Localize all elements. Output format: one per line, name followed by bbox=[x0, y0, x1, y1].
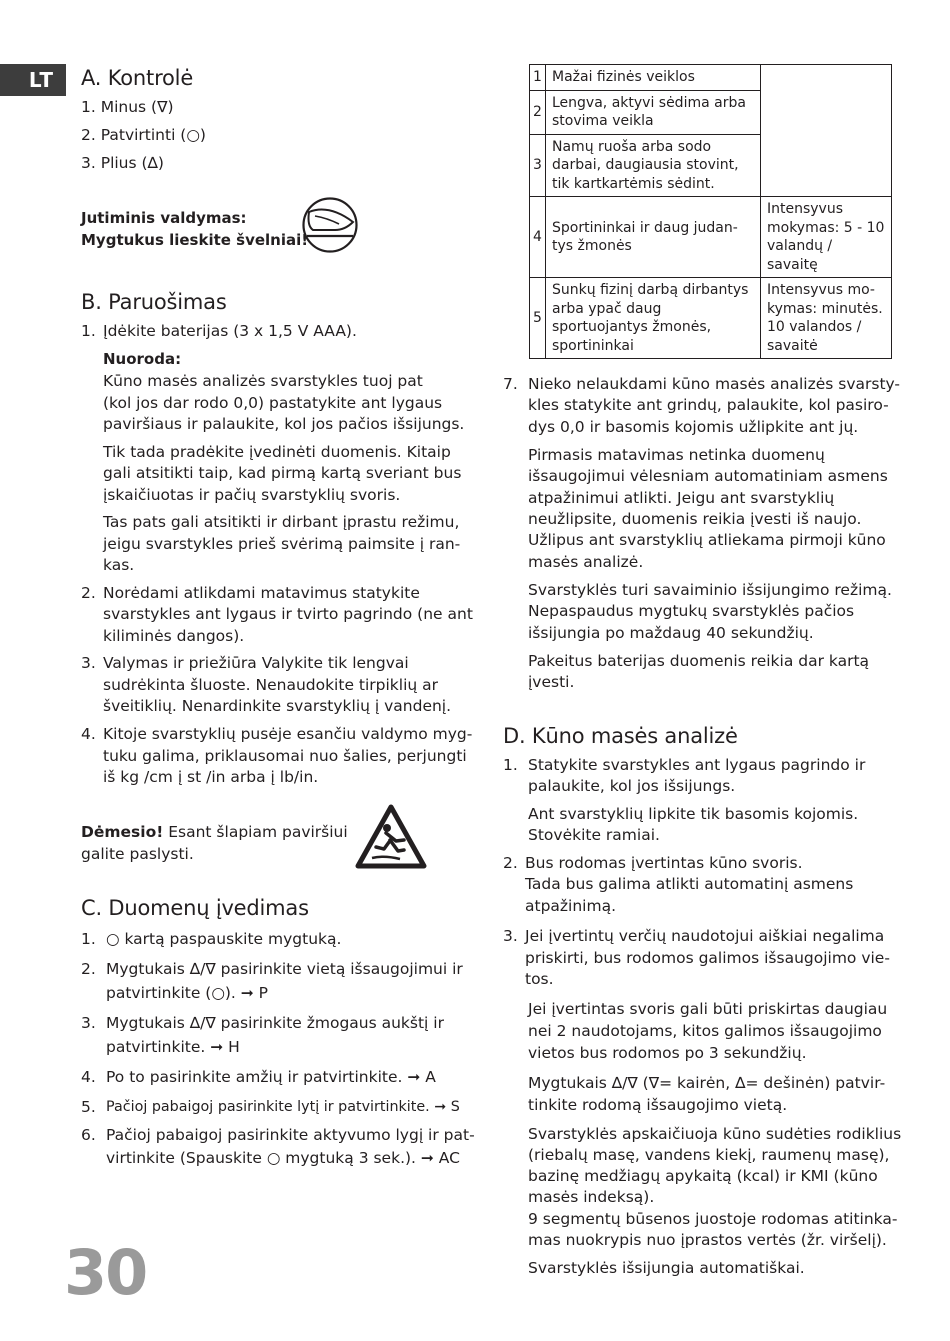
d-para-c-line: masės indeksą). bbox=[528, 1188, 655, 1206]
b-item4-line: Kitoje svarstyklių pusėje esančiu valdymo myg- bbox=[103, 725, 473, 743]
activity-level-table bbox=[529, 64, 892, 359]
d-para-a-line: vietos bus rodomos po 3 sekundžių. bbox=[528, 1044, 807, 1062]
table-row bbox=[530, 65, 892, 91]
b-item3-line: šveitiklių. Nenardinkite svarstyklių į vandenį. bbox=[103, 697, 452, 715]
c-item-num: 2. bbox=[81, 960, 96, 978]
table-row bbox=[530, 197, 892, 278]
c-item-line: Mygtukais ∆/∇ pasirinkite žmogaus aukštį ir bbox=[106, 1014, 444, 1032]
b-item2-num: 2. bbox=[81, 584, 96, 602]
d-item1b-line: Ant svarstyklių lipkite tik basomis kojomis. bbox=[528, 805, 859, 823]
section-b-title: B. Paruošimas bbox=[81, 290, 227, 314]
item7-p2-line: išsaugojimui vėlesniam automatiniam asmens bbox=[528, 467, 888, 485]
b-item2-line: Norėdami atlikdami matavimus statykite bbox=[103, 584, 420, 602]
c-item-line: patvirtinkite (○). ➞ P bbox=[106, 984, 269, 1002]
item7-p2-line: Pirmasis matavimas netinka duomenų bbox=[528, 446, 825, 464]
activity-level-number: 3 bbox=[530, 134, 546, 197]
c-item-num: 5. bbox=[81, 1098, 96, 1116]
item7-p1-line: Nieko nelaukdami kūno masės analizės svarsty- bbox=[528, 375, 901, 393]
d-item3-line: priskirti, bus rodomos galimos išsaugojimo vie- bbox=[525, 949, 890, 967]
item7-p3-line: Svarstyklės turi savaiminio išsijungimo režimą. bbox=[528, 581, 892, 599]
c-item-num: 1. bbox=[81, 930, 96, 948]
d-item3-line: tos. bbox=[525, 970, 554, 988]
d-para-a-line: Jei įvertintas svoris gali būti priskirtas daugiau bbox=[528, 1000, 888, 1018]
note-p1-line: paviršiaus ir palaukite, kol jos pačios išsijungs. bbox=[103, 415, 465, 433]
training-cell: Intensyvus mokymas: 5 - 10 valandų / savaitę bbox=[761, 197, 892, 278]
d-item2-line: Bus rodomas įvertintas kūno svoris. bbox=[525, 854, 803, 872]
item7-p2-line: atpažinimui atlikti. Jeigu ant svarstyklių bbox=[528, 489, 835, 507]
item7-p2-line: neužlipsite, duomenis reikia įvesti iš naujo. bbox=[528, 510, 862, 528]
section-a-title: A. Kontrolė bbox=[81, 66, 194, 90]
warning-label: Dėmesio! bbox=[81, 823, 164, 841]
note-p1-line: Kūno masės analizės svarstykles tuoj pat bbox=[103, 372, 423, 390]
training-cell: Intensyvus mo-kymas: minutės. 10 valandos / savaitė bbox=[761, 278, 892, 359]
activity-level-number: 4 bbox=[530, 197, 546, 278]
item7-p4-line: įvesti. bbox=[528, 673, 575, 691]
item7-p3-line: Nepaspaudus mygtukų svarstyklės pačios bbox=[528, 602, 855, 620]
b-item1-num: 1. bbox=[81, 322, 96, 340]
item7-p4-line: Pakeitus baterijas duomenis reikia dar kartą bbox=[528, 652, 870, 670]
item7-p2-line: masės analizė. bbox=[528, 553, 644, 571]
b-item4-line: iš kg /cm į st /in arba į lb/in. bbox=[103, 768, 319, 786]
note-p3-line: jeigu svarstykles prieš svėrimą paimsite į ran- bbox=[103, 535, 461, 553]
b-item3-num: 3. bbox=[81, 654, 96, 672]
c-item-line: patvirtinkite. ➞ H bbox=[106, 1038, 240, 1056]
activity-description: Sunkų fizinį darbą dirbantys arba ypač daug sportuojantys žmonės, sportininkai bbox=[546, 278, 761, 359]
control-minus: 1. Minus (∇) bbox=[81, 98, 174, 116]
activity-description: Namų ruoša arba sodo darbai, daugiausia stovint, tik kartkartėmis sėdint. bbox=[546, 134, 761, 197]
b-item4-line: tuku galima, priklausomai nuo šalies, perjungti bbox=[103, 747, 467, 765]
control-plus: 3. Plius (∆) bbox=[81, 154, 164, 172]
item7-p1-line: dys 0,0 ir basomis kojomis užlipkite ant jų. bbox=[528, 418, 859, 436]
activity-level-number: 2 bbox=[530, 90, 546, 134]
slippery-surface-warning-icon bbox=[354, 803, 428, 871]
d-para-c-line: bazinę medžiagų apykaitą (kcal) ir KMI (kūno bbox=[528, 1167, 878, 1185]
c-item-num: 6. bbox=[81, 1126, 96, 1144]
note-p1-line: (kol jos dar rodo 0,0) pastatykite ant lygaus bbox=[103, 394, 443, 412]
page-number: 30 bbox=[64, 1236, 147, 1309]
c-item-line: Po to pasirinkite amžių ir patvirtinkite. ➞ A bbox=[106, 1068, 436, 1086]
d-para-a-line: nei 2 naudotojams, kitos galimos išsaugojimo bbox=[528, 1022, 882, 1040]
note-p3-line: Tas pats gali atsitikti ir dirbant įprastu režimu, bbox=[103, 513, 460, 531]
d-item3-num: 3. bbox=[503, 927, 518, 945]
d-item3-line: Jei įvertintų verčių naudotojui aiškiai negalima bbox=[525, 927, 885, 945]
item7-num: 7. bbox=[503, 375, 518, 393]
note-p3-line: kas. bbox=[103, 556, 135, 574]
b-item3-line: sudrėkinta šluoste. Nenaudokite tirpiklių ar bbox=[103, 676, 439, 694]
section-c-title: C. Duomenų įvedimas bbox=[81, 896, 309, 920]
table-row bbox=[530, 278, 892, 359]
warning-line1: Esant šlapiam paviršiui bbox=[163, 823, 348, 841]
c-item-line: virtinkite (Spauskite ○ mygtuką 3 sek.). ➞ AC bbox=[106, 1149, 460, 1167]
d-item2-line: Tada bus galima atlikti automatinį asmens bbox=[525, 875, 854, 893]
activity-description: Lengva, aktyvi sėdima arba stovima veikla bbox=[546, 90, 761, 134]
c-item-line: ○ kartą paspauskite mygtuką. bbox=[106, 930, 342, 948]
d-para-b-line: tinkite rodomą išsaugojimo vietą. bbox=[528, 1096, 788, 1114]
b-item4-num: 4. bbox=[81, 725, 96, 743]
b-item2-line: kiliminės dangos). bbox=[103, 627, 245, 645]
touch-control-label: Jutiminis valdymas: bbox=[81, 209, 247, 227]
section-d-title: D. Kūno masės analizė bbox=[503, 724, 738, 748]
d-item2-num: 2. bbox=[503, 854, 518, 872]
d-item2-line: atpažinimą. bbox=[525, 897, 617, 915]
item7-p3-line: išsijungia po maždaug 40 sekundžių. bbox=[528, 624, 814, 642]
note-p2-line: gali atsitikti taip, kad pirmą kartą sveriant bus bbox=[103, 464, 462, 482]
touch-finger-icon bbox=[301, 196, 359, 254]
item7-p2-line: Užlipus ant svarstyklių atliekama pirmoji kūno bbox=[528, 531, 886, 549]
activity-description: Sportininkai ir daug judan-tys žmonės bbox=[546, 197, 761, 278]
c-item-line: Pačioj pabaigoj pasirinkite lytį ir patvirtinkite. ➞ S bbox=[106, 1099, 460, 1115]
warning-line2: galite paslysti. bbox=[81, 845, 194, 863]
note-p2-line: Tik tada pradėkite įvedinėti duomenis. Kitaip bbox=[103, 443, 451, 461]
note-p2-line: įskaičiuotas ir pačių svarstyklių svoris. bbox=[103, 486, 401, 504]
c-item-line: Pačioj pabaigoj pasirinkite aktyvumo lygį ir pat- bbox=[106, 1126, 475, 1144]
note-label: Nuoroda: bbox=[103, 350, 182, 368]
d-item1-line: palaukite, kol jos išsijungs. bbox=[528, 777, 736, 795]
d-para-b-line: Mygtukais ∆/∇ (∇= kairėn, ∆= dešinėn) patvir- bbox=[528, 1074, 886, 1092]
warning-text bbox=[81, 822, 348, 843]
c-item-num: 4. bbox=[81, 1068, 96, 1086]
training-cell bbox=[761, 65, 892, 197]
d-item1-line: Statykite svarstykles ant lygaus pagrindo ir bbox=[528, 756, 866, 774]
b-item1-text: Įdėkite baterijas (3 x 1,5 V AAA). bbox=[103, 322, 357, 340]
item7-p1-line: kles statykite ant grindų, palaukite, kol pasiro- bbox=[528, 396, 889, 414]
d-item1b-line: Stovėkite ramiai. bbox=[528, 826, 660, 844]
d-para-c-line: (riebalų masę, vandens kiekį, raumenų masę), bbox=[528, 1146, 890, 1164]
control-confirm: 2. Patvirtinti (○) bbox=[81, 126, 206, 144]
d-para-c-line: 9 segmentų būsenos juostoje rodomas atitinka- bbox=[528, 1210, 898, 1228]
d-para-d-line: Svarstyklės išsijungia automatiškai. bbox=[528, 1259, 805, 1277]
b-item2-line: svarstykles ant lygaus ir tvirto pagrindo (ne ant bbox=[103, 605, 473, 623]
c-item-num: 3. bbox=[81, 1014, 96, 1032]
activity-level-number: 1 bbox=[530, 65, 546, 91]
touch-control-hint: Mygtukus lieskite švelniai! bbox=[81, 231, 309, 249]
d-item1-num: 1. bbox=[503, 756, 518, 774]
d-para-c-line: mas nuokrypis nuo įprastos vertės (žr. viršelį). bbox=[528, 1231, 887, 1249]
c-item-line: Mygtukais ∆/∇ pasirinkite vietą išsaugojimui ir bbox=[106, 960, 463, 978]
activity-level-number: 5 bbox=[530, 278, 546, 359]
b-item3-line: Valymas ir priežiūra Valykite tik lengvai bbox=[103, 654, 409, 672]
d-para-c-line: Svarstyklės apskaičiuoja kūno sudėties rodiklius bbox=[528, 1125, 902, 1143]
activity-description: Mažai fizinės veiklos bbox=[546, 65, 761, 91]
language-tab: LT bbox=[0, 64, 66, 96]
